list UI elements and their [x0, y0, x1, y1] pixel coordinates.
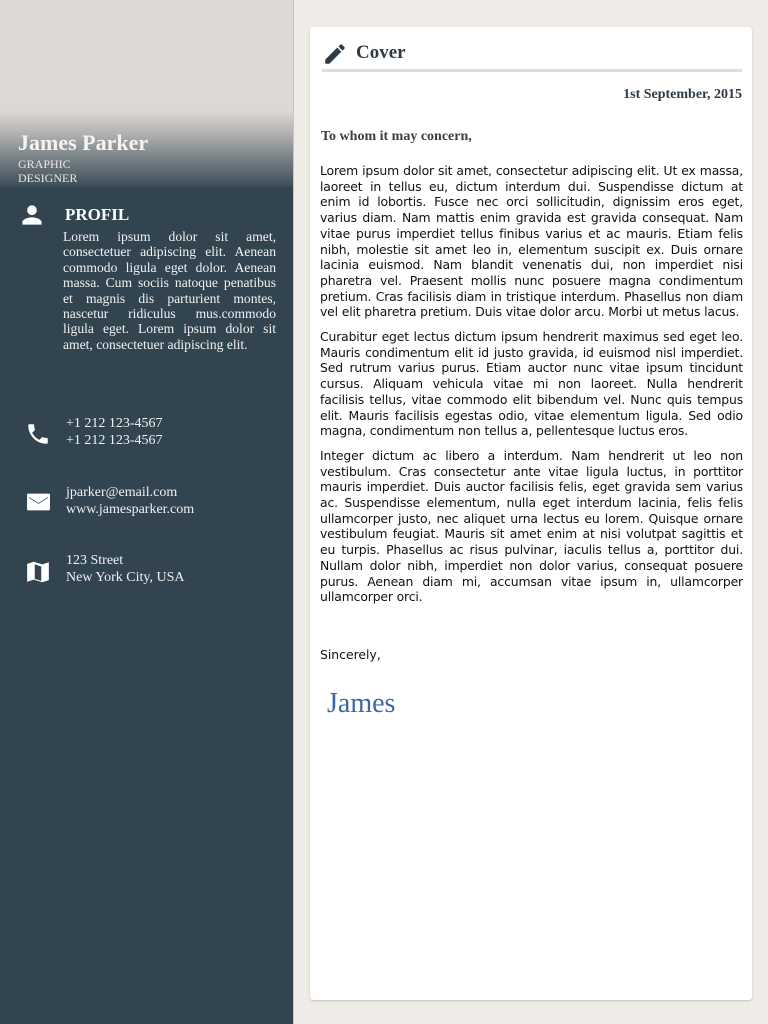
website-link[interactable]: www.jamesparker.com	[66, 501, 195, 517]
address-street: 123 Street	[66, 553, 124, 568]
address-city: New York City, USA	[66, 569, 185, 585]
person-icon	[20, 203, 44, 227]
address	[66, 553, 185, 586]
phone-icon	[25, 421, 51, 447]
cover-header	[322, 39, 742, 72]
phone-primary[interactable]: +1 212 123-4567	[66, 416, 163, 431]
letter-closing: Sincerely,	[320, 647, 381, 662]
letter-paragraph: Lorem ipsum dolor sit amet, consectetur adipiscing elit. Ut ex massa, laoreet in tellus eu, dictum interdum dui. Suspendisse dictum at enim id lobortis. Fusce nec orci sollicitudin, dignissim eros eget, varius diam. Nam mattis enim gravida est gravida consequat. Nam vitae purus imperdiet tellus finibus varius et ac mauris. Etiam felis nibh, molestie sit amet leo in, elementum suscipit ex. Duis ornare lacinia euismod. Nam blandit venenatis dui, non imperdiet nisi pharetra vel. Praesent mollis nunc posuere magna condimentum pretium. Cras facilisis diam in tristique interdum. Phasellus non diam vel elit pharetra pretium. Duis vitae dolor arcu. Morbi ut metus lacus.	[320, 163, 743, 320]
phone-secondary[interactable]: +1 212 123-4567	[66, 432, 163, 448]
letter-paragraph: Curabitur eget lectus dictum ipsum hendrerit maximus sed eget leo. Mauris condimentum elit id justo gravida, id euismod nisl imperdiet. Sed rutrum varius purus. Etiam auctor nunc vitae ipsum tincidunt cursus. Aliquam vehicula vitae mi non laoreet. Nulla hendrerit facilisis tellus, vitae commodo elit bibendum vel. Nunc quis tempus elit. Mauris facilisis egestas odio, vitae elementum ligula. Sed odio magna, condimentum non tellus a, pellentesque luctus eros.	[320, 329, 743, 439]
profile-photo-area	[0, 0, 293, 187]
sidebar	[0, 0, 294, 1024]
letter-date: 1st September, 2015	[623, 87, 742, 102]
profile-text: Lorem ipsum dolor sit amet, consectetuer adipiscing elit. Aenean commodo ligula eget dolor. Aenean massa. Cum sociis natoque penatibus et magnis dis parturient montes, nascetur ridiculus mus.commodo ligula eget. Lorem ipsum dolor sit amet, consectetuer adipiscing elit.	[63, 229, 276, 352]
profile-heading: PROFIL	[65, 205, 130, 224]
email-link[interactable]: jparker@email.com	[66, 485, 178, 500]
letter-body	[320, 163, 743, 614]
cover-title: Cover	[356, 42, 406, 63]
job-title: GRAPHIC DESIGNER	[18, 157, 78, 185]
pencil-icon	[322, 41, 348, 67]
cover-letter-card	[310, 27, 752, 1000]
phone-numbers	[66, 416, 163, 449]
candidate-name: James Parker	[18, 130, 149, 155]
signature: James	[327, 688, 396, 719]
letter-greeting: To whom it may concern,	[321, 129, 472, 144]
map-icon	[25, 559, 51, 585]
web-contacts	[66, 485, 194, 518]
email-icon	[26, 491, 51, 513]
letter-paragraph: Integer dictum ac libero a interdum. Nam hendrerit ut leo non vestibulum. Cras consectetur ante vitae ligula luctus, in porttitor mauris imperdiet. Duis auctor facilisis felis, eget gravida sem varius ac. Suspendisse elementum, nulla eget interdum lacinia, felis felis ullamcorper justo, nec aliquet urna lectus eu lorem. Quisque ornare vestibulum feugiat. Mauris sit amet enim at nisi volutpat sagittis et eu turpis. Phasellus ac risus pulvinar, iaculis tellus a, porttitor dui. Nullam dolor nibh, imperdiet non dolor varius, consequat posuere purus. Aenean diam mi, accumsan vitae ipsum in, ullamcorper ullamcorper orci.	[320, 447, 743, 605]
